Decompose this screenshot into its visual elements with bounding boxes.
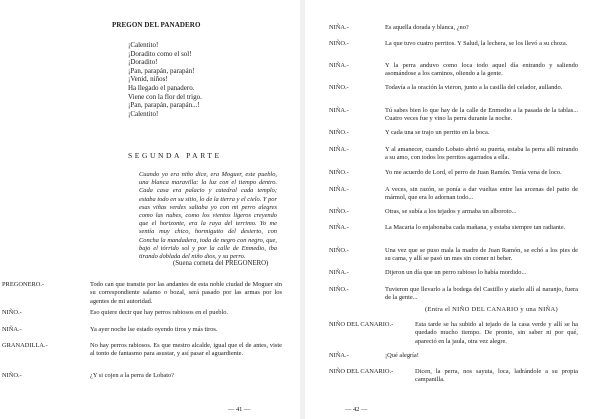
speaker-label: NIÑA.- — [329, 24, 349, 31]
speaker-label: NIÑO.- — [329, 286, 349, 293]
dialogue-text: Eso quiere decir que hay perros rabiosos en el pueblo. — [90, 309, 229, 316]
speaker-label: NIÑO.- — [329, 40, 349, 47]
dialogue-text: Yo me acuerdo de Lord, el perro de Juan Ramón. Tenía vena de loco. — [385, 169, 562, 176]
dialogue-text: Y al amanecer, cuando Lobato abrió su puerta, estaba la perra allí mirando a su amo, con todos los perritos agarrados a ella. — [385, 146, 578, 162]
dialogue-text: Dijeron un día que un perro rabioso lo había mordido... — [385, 269, 527, 276]
poem-line: ¡Venid, niños! — [128, 75, 168, 84]
dialogue-text: Dicen, la perra, nos sayuta, loca, ladrándole a su propia campanilla. — [415, 368, 578, 384]
dialogue-text: ¡Qué alegría! — [385, 352, 419, 359]
section-title: SEGUNDA PARTE — [128, 151, 222, 160]
poem-line: ¡Pan, parapán, parapán...! — [128, 101, 200, 110]
dialogue-text: Es aquella dorada y blanca, ¿no? — [385, 24, 469, 31]
speaker-label: NIÑA.- — [329, 146, 349, 153]
speaker-label: NIÑO.- — [329, 129, 349, 136]
poem-block — [128, 41, 202, 118]
poem-line: ¡Calentito! — [128, 109, 159, 118]
speaker-label: NIÑO.- — [329, 169, 349, 176]
narration-paragraph: Cuando yo era niño dice, era Moguer, este pueblo, una blanca maravilla: la luz con el tiempo dentro. Cada casa era palacio y catedral cada templo; estaba todo en su sitio, lo de la tierra y el cielo. Y por esas viñas verdes saltaba yo con mi perro alegres como las nubes, como los vientos ligeros creyendo que el horizonte, era la raya del terrimo. Yo me sentía muy chico, hormiguito del desierto, con Concha la mandadera, toda de negro con negro, que, bajo el tórrido sol y por la calle de Enmedio, iba tirando doblada del niño dios, y su perro. — [139, 171, 277, 261]
speaker-label: NIÑA.- — [329, 62, 349, 69]
speaker-label: NIÑO.- — [2, 309, 22, 316]
poem-line: ¡Doradito como el sol! — [128, 49, 192, 58]
dialogue-text: Tuvieron que llevarlo a la bodega del Castillo y atarlo allí al naranjo, fuera de la gente... — [385, 286, 578, 302]
dialogue-text: ¿Y si cojen a la perra de Lobato? — [90, 372, 175, 379]
dialogue-text: Todo can que transite por las andantes de esta noble ciudad de Moguer sin su correspondiente salamo o bozal, será pasado por las armas por los agentes de mi autoridad. — [90, 281, 282, 305]
poem-line: ¡Pan, parapán, parapán! — [128, 66, 195, 75]
poem-line: Ha llegado el panadero. — [128, 83, 195, 92]
speaker-label: NIÑO DEL CANARIO.- — [329, 321, 394, 328]
dialogue-text: Y la perra anduvo como loca todo aquel día entrando y saliendo asomándose a los caminos, oliendo a la gente. — [385, 62, 578, 78]
dialogue-text: Esta tarde se ha subido al tejado de la casa verde y allí se ha quedado mucho tiempo. De pronto, sin saber ni por qué, apareció en la jaula, otra vez alegre. — [415, 321, 578, 345]
speaker-label: NIÑO.- — [329, 84, 349, 91]
dialogue-text: A veces, sin razón, se ponía a dar vueltas entre las arcenas del patio de mármol, que era lo adornan todo... — [385, 186, 578, 202]
speaker-label: GRANADILLA.- — [2, 342, 48, 349]
dialogue-text: Otras, se subía a los tejados y armaba un alboroto... — [385, 208, 517, 215]
stage-direction-right: (Entra el NIÑO DEL CANARIO y una NIÑA) — [425, 306, 559, 313]
dialogue-text: Una vez que se puso mala la madre de Juan Ramón, se echó a los pies de su cama, y allí se pasó un mes sin comer ni beber. — [385, 247, 578, 263]
dialogue-text: Todavía a la oración la vieron, junto a la casilla del celador, aullando. — [385, 84, 563, 91]
poem-line: Viene con la flor del trigo. — [128, 92, 202, 101]
speaker-label: NIÑO DEL CANARIO.- — [329, 368, 394, 375]
speaker-label: PREGONERO.- — [2, 281, 45, 288]
speaker-label: NIÑA.- — [329, 224, 349, 231]
speaker-label: NIÑA.- — [329, 352, 349, 359]
stage-direction: (Suena corneta del PREGONERO) — [173, 260, 269, 267]
dialogue-text: No hay perros rabiosos. Es que mestro alcalde, igual que el de antes, viste al tonto de fantasmo para asustar, y así pasar el aguardiente. — [90, 342, 282, 358]
poem-line: ¡Calentito! — [128, 41, 159, 49]
dialogue-text: La Macaria lo enjabonaba cada mañana, y estaba siempre tan radiante. — [385, 224, 566, 231]
dialogue-text: Ya ayer noche lse estado oyendo tiros y más tiros. — [90, 326, 218, 333]
right-page — [305, 0, 600, 419]
speaker-label: NIÑO.- — [329, 208, 349, 215]
dialogue-text: Tú sabes bien lo que hay de la calle de Enmedio a la pasada de la tablas... Cuatro veces fue y vino la perra durante la noche. — [385, 107, 578, 123]
speaker-label: NIÑA.- — [329, 186, 349, 193]
speaker-label: NIÑA.- — [329, 107, 349, 114]
speaker-label: NIÑO.- — [329, 247, 349, 254]
page-number-left: — 41 — — [228, 406, 251, 413]
page-number-right: — 42 — — [345, 406, 368, 413]
poem-title: PREGON DEL PANADERO — [112, 21, 201, 29]
dialogue-text: Y cada una se trajo un perrito en la boca. — [385, 129, 490, 136]
speaker-label: NIÑA.- — [2, 326, 22, 333]
poem-line: ¡Doradito! — [128, 58, 158, 67]
speaker-label: NIÑO.- — [2, 372, 22, 379]
dialogue-text: La que tuvo cuatro perritos. Y Salud, la lechera, se los llevó a su choza. — [385, 40, 568, 47]
speaker-label: NIÑA.- — [329, 269, 349, 276]
